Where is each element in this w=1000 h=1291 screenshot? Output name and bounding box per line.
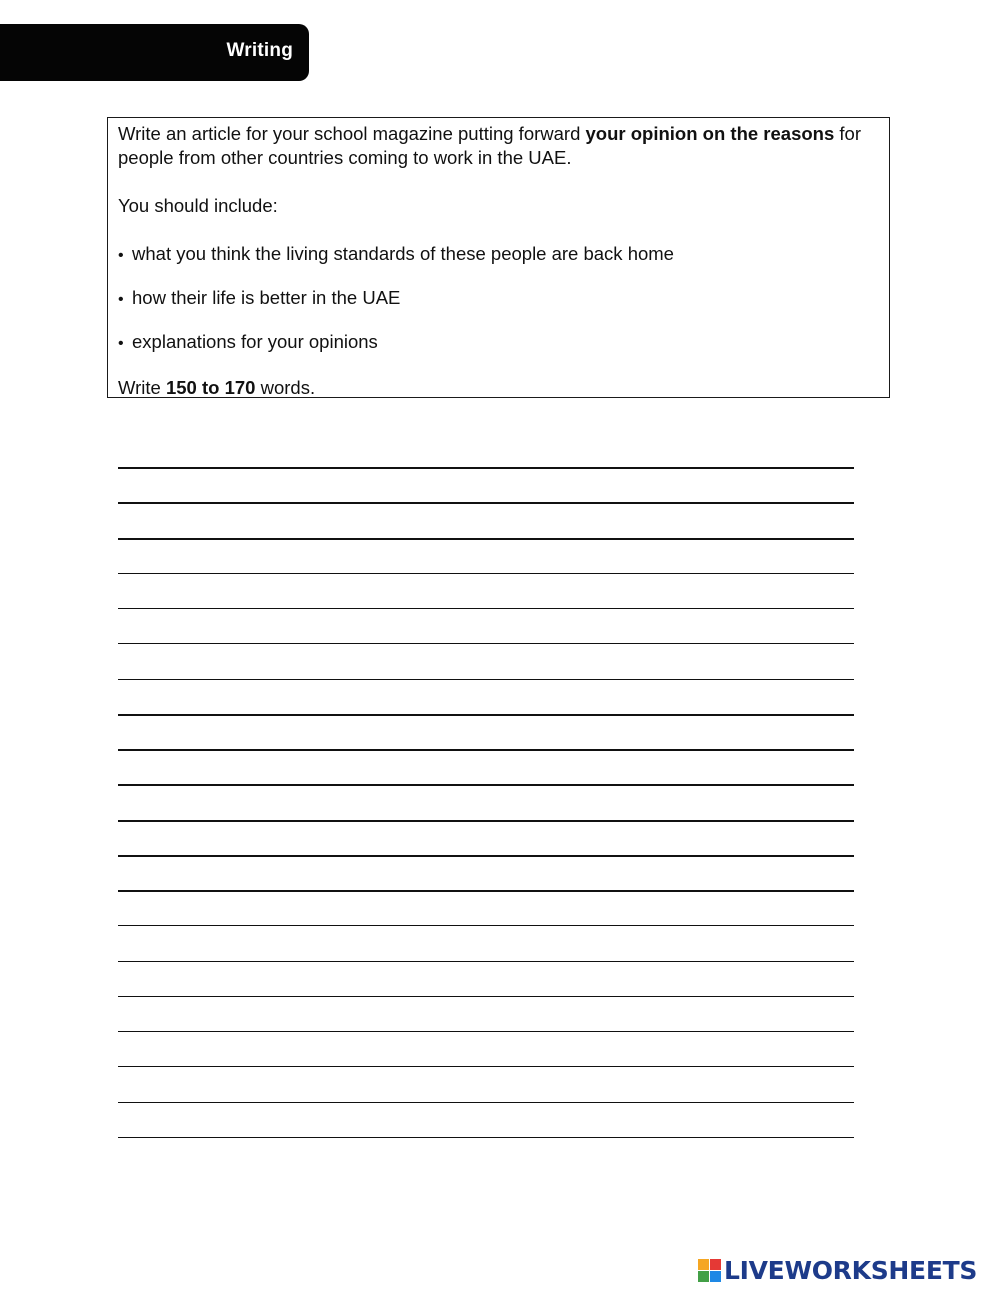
writing-line[interactable] xyxy=(118,855,854,890)
writing-line[interactable] xyxy=(118,538,854,573)
writing-line[interactable] xyxy=(118,1137,854,1172)
writing-line[interactable] xyxy=(118,996,854,1031)
include-label: You should include: xyxy=(118,195,278,216)
bullet-icon: • xyxy=(118,247,124,264)
section-title: Writing xyxy=(226,40,293,61)
word-count-range: 150 to 170 xyxy=(165,377,256,398)
writing-line[interactable] xyxy=(118,784,854,819)
word-count-instruction xyxy=(118,376,879,400)
writing-line[interactable] xyxy=(118,925,854,960)
writing-line[interactable] xyxy=(118,749,854,784)
prompt-start: Write an article for your school magazine putting forward xyxy=(118,123,586,144)
writing-line[interactable] xyxy=(118,502,854,537)
logo-square xyxy=(698,1259,709,1270)
requirement-item xyxy=(118,242,879,268)
answer-writing-area[interactable] xyxy=(118,467,854,1172)
section-tab xyxy=(0,24,309,81)
writing-line[interactable] xyxy=(118,1031,854,1066)
writing-line[interactable] xyxy=(118,679,854,714)
requirement-list xyxy=(118,242,879,356)
requirement-item xyxy=(118,286,879,312)
writing-line[interactable] xyxy=(118,573,854,608)
bullet-icon: • xyxy=(118,335,124,352)
requirement-text: how their life is better in the UAE xyxy=(132,287,401,308)
writing-line[interactable] xyxy=(118,890,854,925)
writing-line[interactable] xyxy=(118,467,854,502)
logo-square xyxy=(698,1271,709,1282)
writing-line[interactable] xyxy=(118,961,854,996)
writing-line[interactable] xyxy=(118,608,854,643)
liveworksheets-logo xyxy=(698,1255,977,1285)
bullet-icon: • xyxy=(118,291,124,308)
prompt-emphasis: your opinion on the reasons xyxy=(585,123,835,144)
writing-line[interactable] xyxy=(118,714,854,749)
logo-mark-icon xyxy=(698,1259,721,1282)
writing-line[interactable] xyxy=(118,1066,854,1101)
logo-square xyxy=(710,1259,721,1270)
task-prompt xyxy=(118,122,879,170)
word-count-prefix: Write xyxy=(118,377,166,398)
writing-line[interactable] xyxy=(118,1102,854,1137)
prompt-end: for people from other countries coming to work in the UAE. xyxy=(118,123,861,168)
requirement-text: explanations for your opinions xyxy=(132,331,378,352)
writing-line[interactable] xyxy=(118,643,854,678)
requirement-text: what you think the living standards of these people are back home xyxy=(132,243,674,264)
word-count-suffix: words. xyxy=(255,377,316,398)
task-instructions-box xyxy=(107,117,890,398)
writing-line[interactable] xyxy=(118,820,854,855)
requirement-item xyxy=(118,330,879,356)
logo-square xyxy=(710,1271,721,1282)
logo-text: LIVEWORKSHEETS xyxy=(724,1255,978,1285)
